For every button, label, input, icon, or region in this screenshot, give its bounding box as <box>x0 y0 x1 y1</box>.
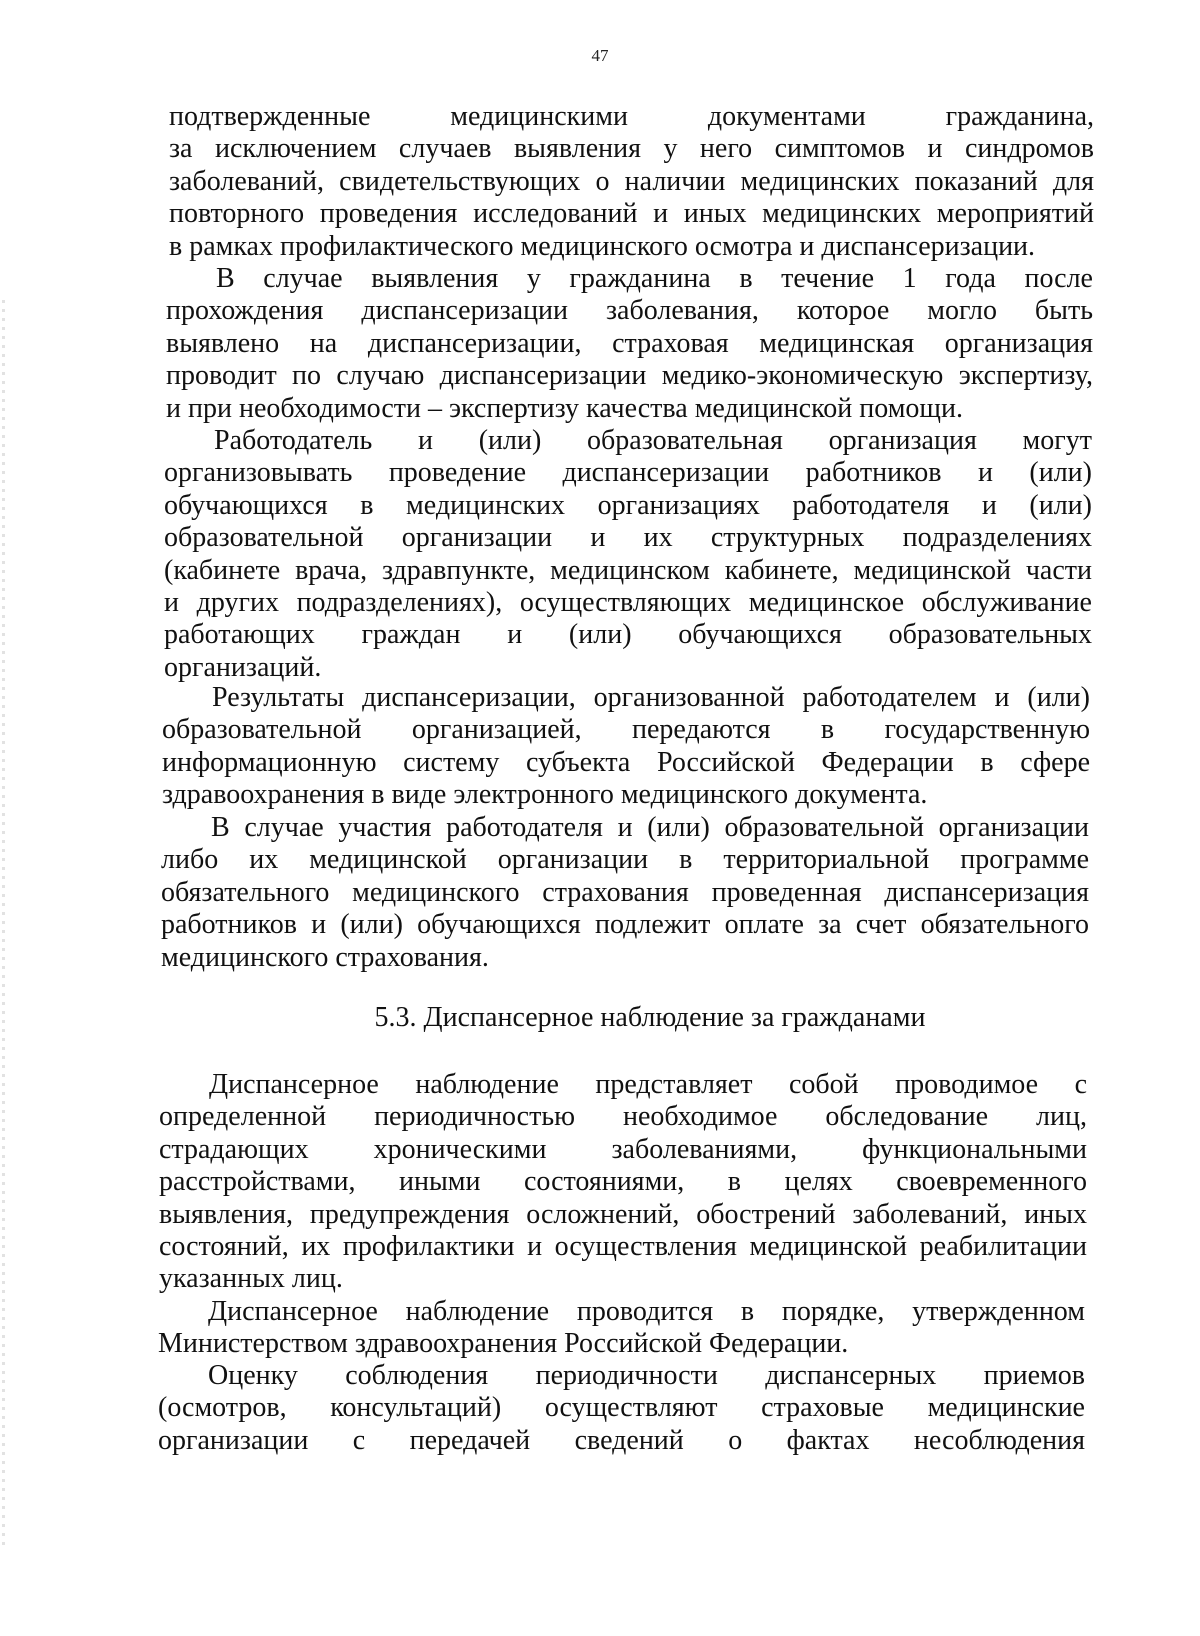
paragraph-line: работающих граждан и (или) обучающихся образовательных <box>164 619 1092 651</box>
paragraph-line: организации с передачей сведений о фактах несоблюдения <box>158 1424 1085 1456</box>
paragraph-line: организовывать проведение диспансеризации работников и (или) <box>164 457 1092 489</box>
paragraph-line: образовательной организацией, передаются в государственную <box>162 714 1090 746</box>
paragraph-line: медицинского страхования. <box>161 941 489 973</box>
paragraph-line: состояний, их профилактики и осуществления медицинской реабилитации <box>159 1231 1087 1263</box>
page-number: 47 <box>591 46 609 65</box>
paragraph-line: Министерством здравоохранения Российской Федерации. <box>158 1328 849 1360</box>
paragraph-line: подтвержденные медицинскими документами гражданина, <box>169 101 1094 132</box>
paragraph-line: Результаты диспансеризации, организованной работодателем и (или) <box>212 682 1090 713</box>
paragraph-line: за исключением случаев выявления у него симптомов и синдромов <box>169 133 1094 165</box>
paragraph-7 <box>158 1296 1085 1361</box>
paragraph-2 <box>166 263 1093 425</box>
paragraph-line: выявления, предупреждения осложнений, обострений заболеваний, иных <box>159 1198 1087 1230</box>
paragraph-line: расстройствами, иными состояниями, в целях своевременного <box>159 1166 1087 1198</box>
paragraph-line: Диспансерное наблюдение проводится в порядке, утвержденном <box>208 1296 1085 1327</box>
paragraph-line: организаций. <box>164 651 322 683</box>
paragraph-line: прохождения диспансеризации заболевания, которое могло быть <box>166 295 1093 327</box>
paragraph-5 <box>161 812 1089 974</box>
paragraph-8 <box>158 1360 1085 1457</box>
paragraph-6 <box>159 1069 1087 1296</box>
paragraph-line: В случае участия работодателя и (или) образовательной организации <box>211 812 1089 843</box>
paragraph-line: обучающихся в медицинских организациях работодателя и (или) <box>164 489 1092 521</box>
paragraph-line: работников и (или) обучающихся подлежит оплате за счет обязательного <box>161 909 1089 941</box>
paragraph-1 <box>169 101 1094 263</box>
paragraph-line: страдающих хроническими заболеваниями, функциональными <box>159 1133 1087 1165</box>
paragraph-line: образовательной организации и их структурных подразделениях <box>164 522 1092 554</box>
paragraph-line: информационную систему субъекта Российской Федерации в сфере <box>162 746 1090 778</box>
paragraph-line: повторного проведения исследований и иных медицинских мероприятий <box>169 198 1094 230</box>
paragraph-3 <box>164 425 1092 684</box>
paragraph-line: в рамках профилактического медицинского осмотра и диспансеризации. <box>169 230 1036 262</box>
paragraph-line: и других подразделениях), осуществляющих медицинское обслуживание <box>164 587 1092 619</box>
paragraph-4 <box>162 682 1090 812</box>
paragraph-line: указанных лиц. <box>159 1263 343 1295</box>
paragraph-line: (осмотров, консультаций) осуществляют страховые медицинские <box>158 1392 1085 1424</box>
paragraph-line: определенной периодичностью необходимое обследование лиц, <box>159 1101 1087 1133</box>
paragraph-line: либо их медицинской организации в территориальной программе <box>161 844 1089 876</box>
section-heading: 5.3. Диспансерное наблюдение за гражданами <box>374 1002 926 1033</box>
paragraph-line: проводит по случаю диспансеризации медико-экономическую экспертизу, <box>166 360 1093 392</box>
paragraph-line: В случае выявления у гражданина в течение 1 года после <box>216 263 1093 294</box>
paragraph-line: и при необходимости – экспертизу качества медицинской помощи. <box>166 392 963 424</box>
paragraph-line: Работодатель и (или) образовательная организация могут <box>214 425 1092 456</box>
paragraph-line: (кабинете врача, здравпункте, медицинском кабинете, медицинской части <box>164 554 1092 586</box>
paragraph-line: здравоохранения в виде электронного медицинского документа. <box>162 779 928 811</box>
paragraph-line: Диспансерное наблюдение представляет собой проводимое с <box>209 1069 1087 1100</box>
paragraph-line: заболеваний, свидетельствующих о наличии медицинских показаний для <box>169 165 1094 197</box>
paragraph-line: обязательного медицинского страхования проведенная диспансеризация <box>161 876 1089 908</box>
paragraph-line: Оценку соблюдения периодичности диспансерных приемов <box>208 1360 1085 1391</box>
paragraph-line: выявлено на диспансеризации, страховая медицинская организация <box>166 327 1093 359</box>
scan-edge-artifact <box>2 300 5 1550</box>
